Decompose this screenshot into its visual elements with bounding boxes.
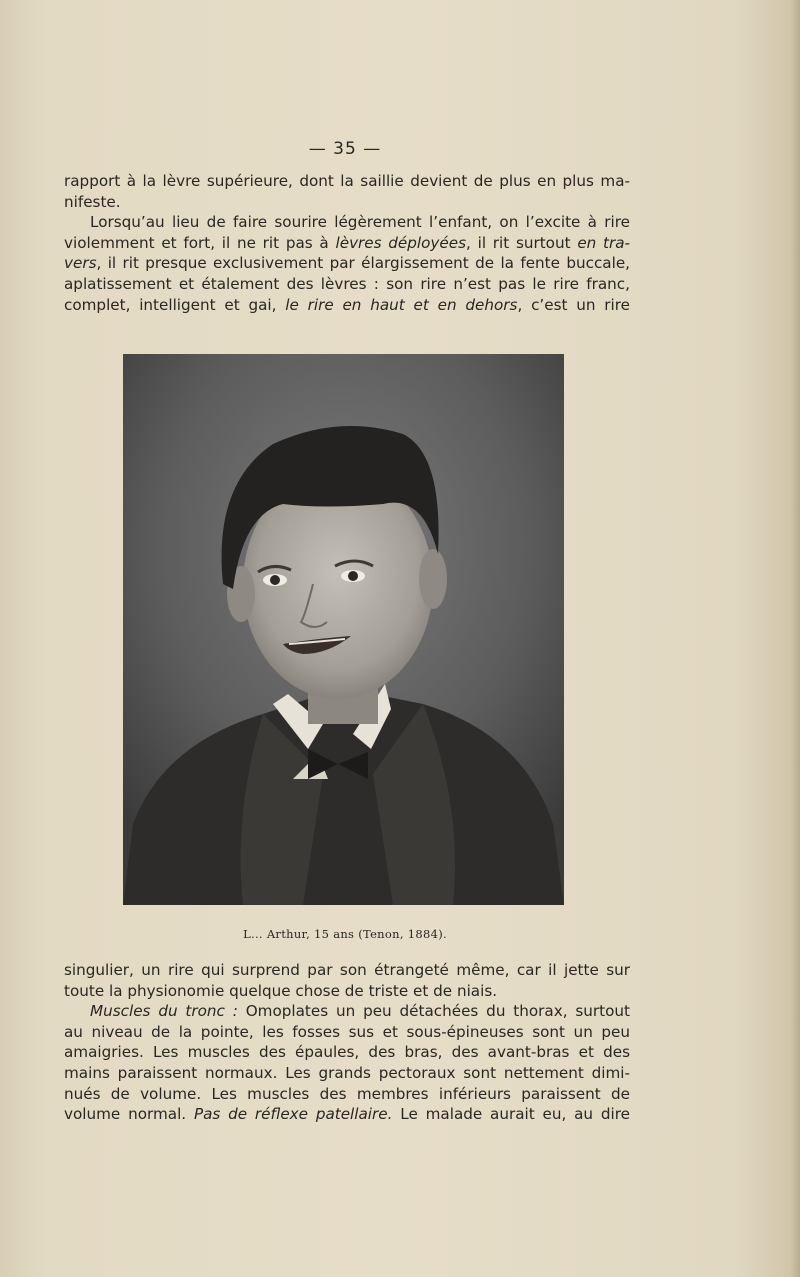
text-line: rapport à la lèvre supérieure, dont la saillie devient de plus en plus ma- bbox=[64, 172, 630, 190]
text-block-top bbox=[64, 171, 630, 315]
text-line: singulier, un rire qui surprend par son étrangeté même, car il jette sur bbox=[64, 961, 630, 979]
text-line: au niveau de la pointe, les fosses sus et sous-épineuses sont un peu bbox=[64, 1022, 630, 1041]
text-line: Lorsqu’au lieu de faire sourire légèrement l’enfant, on l’excite à rire bbox=[90, 213, 630, 232]
text-line: aplatissement et étalement des lèvres : son rire n’est pas le rire franc, bbox=[64, 274, 630, 293]
text-line: nués de volume. Les muscles des membres inférieurs paraissent de bbox=[64, 1084, 630, 1103]
text-line: nifeste. bbox=[64, 192, 121, 211]
photo-caption: L... Arthur, 15 ans (Tenon, 1884). bbox=[243, 927, 447, 941]
text-line: complet, intelligent et gai, le rire en haut et en dehors, c’est un rire bbox=[64, 295, 631, 314]
text-line: Muscles du tronc : Omoplates un peu détachées du thorax, surtout bbox=[90, 1002, 630, 1021]
portrait-photograph bbox=[123, 354, 564, 905]
text-line: violemment et fort, il ne rit pas à lèvres déployées, il rit surtout en tra- bbox=[64, 233, 631, 252]
text-block-bottom bbox=[64, 960, 630, 1125]
text-line: mains paraissent normaux. Les grands pectoraux sont nettement dimi- bbox=[64, 1063, 630, 1082]
text-line: amaigries. Les muscles des épaules, des bras, des avant-bras et des bbox=[64, 1043, 630, 1062]
text-line: volume normal. Pas de réflexe patellaire. Le malade aurait eu, au dire bbox=[64, 1105, 630, 1124]
text-line: vers, il rit presque exclusivement par élargissement de la fente buccale, bbox=[64, 254, 630, 273]
page-number: — 35 — bbox=[308, 139, 382, 159]
page-edge-shadow bbox=[790, 0, 800, 1277]
text-line: toute la physionomie quelque chose de triste et de niais. bbox=[64, 981, 498, 1000]
